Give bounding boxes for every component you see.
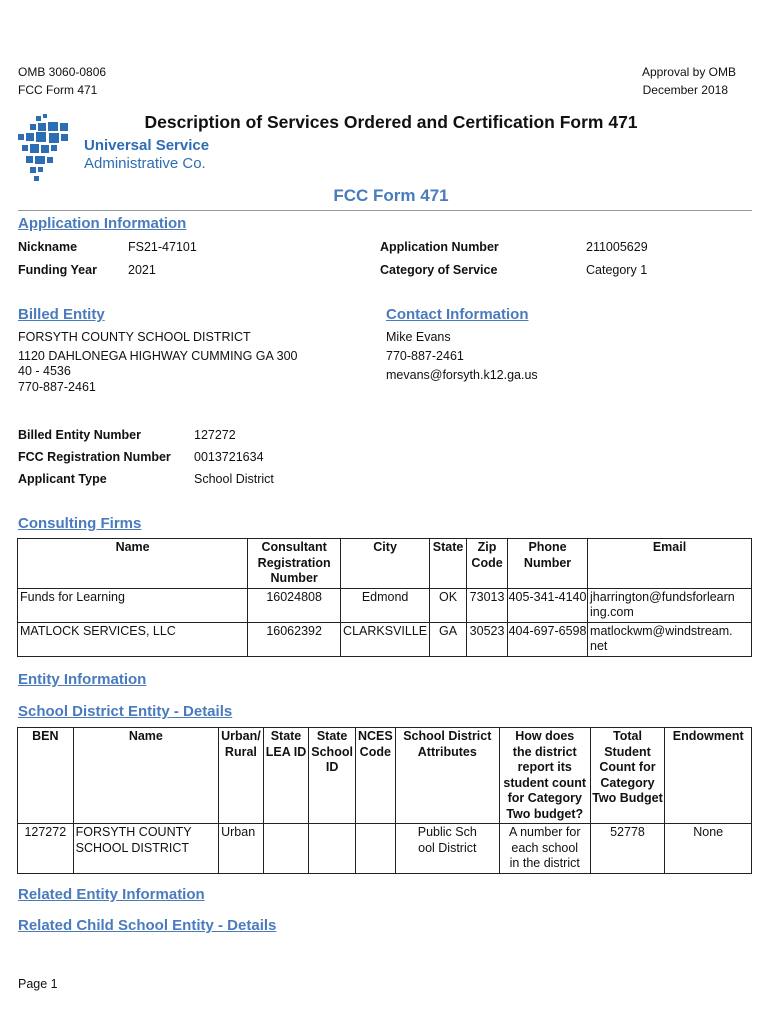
- entity-how-report: A number for each school in the district: [499, 824, 590, 874]
- col-how-report: How does the district report its student count for Category Two budget?: [499, 728, 590, 824]
- firm-zip: 73013: [467, 588, 508, 622]
- col-urban-rural: Urban/ Rural: [219, 728, 264, 824]
- application-number-label: Application Number: [380, 240, 499, 254]
- col-ben: BEN: [18, 728, 74, 824]
- nickname-label: Nickname: [18, 240, 78, 254]
- entity-name: FORSYTH COUNTY SCHOOL DISTRICT: [73, 824, 219, 874]
- col-name: Name: [18, 539, 248, 589]
- firm-email: matlockwm@windstream. net: [588, 622, 752, 656]
- fcc-registration-value: 0013721634: [194, 450, 264, 464]
- consulting-firms-heading: Consulting Firms: [18, 515, 142, 532]
- page-number: Page 1: [18, 977, 58, 991]
- firm-crn: 16062392: [248, 622, 341, 656]
- consulting-firms-header-row: [18, 539, 752, 589]
- col-attributes: School District Attributes: [395, 728, 499, 824]
- category-value: Category 1: [586, 263, 648, 277]
- col-total-student: Total Student Count for Category Two Budget: [590, 728, 665, 824]
- school-district-table: [17, 727, 752, 874]
- firm-crn: 16024808: [248, 588, 341, 622]
- category-label: Category of Service: [380, 263, 498, 277]
- contact-email: mevans@forsyth.k12.ga.us: [386, 368, 538, 382]
- firm-state: GA: [430, 622, 467, 656]
- form-heading: FCC Form 471: [333, 186, 449, 205]
- firm-phone: 404-697-6598: [508, 622, 588, 656]
- application-info-heading: Application Information: [18, 215, 187, 232]
- entity-attributes: Public Sch ool District: [395, 824, 499, 874]
- table-row: [18, 588, 752, 622]
- ben-label: Billed Entity Number: [18, 428, 141, 442]
- billed-entity-address-1: 1120 DAHLONEGA HIGHWAY CUMMING GA 300: [18, 349, 298, 363]
- entity-urban-rural: Urban: [219, 824, 264, 874]
- funding-year-label: Funding Year: [18, 263, 97, 277]
- applicant-type-value: School District: [194, 472, 274, 486]
- contact-info-heading: Contact Information: [386, 306, 529, 323]
- applicant-type-label: Applicant Type: [18, 472, 107, 486]
- form-number: FCC Form 471: [18, 83, 98, 97]
- billed-entity-phone: 770-887-2461: [18, 380, 96, 394]
- entity-ben: 127272: [18, 824, 74, 874]
- entity-total-student: 52778: [590, 824, 665, 874]
- col-city: City: [341, 539, 430, 589]
- col-phone: Phone Number: [508, 539, 588, 589]
- firm-zip: 30523: [467, 622, 508, 656]
- table-row: [18, 622, 752, 656]
- entity-state-lea: [263, 824, 309, 874]
- logo-text-line2: Administrative Co.: [84, 155, 206, 172]
- contact-name: Mike Evans: [386, 330, 451, 344]
- entity-endowment: None: [665, 824, 752, 874]
- school-district-heading: School District Entity - Details: [18, 703, 233, 720]
- consulting-firms-table: [17, 538, 752, 657]
- ben-value: 127272: [194, 428, 236, 442]
- firm-name: Funds for Learning: [18, 588, 248, 622]
- related-entity-heading: Related Entity Information: [18, 886, 205, 903]
- funding-year-value: 2021: [128, 263, 156, 277]
- entity-nces: [355, 824, 395, 874]
- col-nces: NCES Code: [355, 728, 395, 824]
- form-date: December 2018: [642, 83, 728, 97]
- col-email: Email: [588, 539, 752, 589]
- billed-entity-address-2: 40 - 4536: [18, 364, 71, 378]
- school-district-header-row: [18, 728, 752, 824]
- firm-city: CLARKSVILLE: [341, 622, 430, 656]
- col-entity-name: Name: [73, 728, 219, 824]
- nickname-value: FS21-47101: [128, 240, 197, 254]
- col-zip: Zip Code: [467, 539, 508, 589]
- entity-state-school-id: [309, 824, 356, 874]
- contact-phone: 770-887-2461: [386, 349, 464, 363]
- firm-phone: 405-341-4140: [508, 588, 588, 622]
- col-state: State: [430, 539, 467, 589]
- omb-number: OMB 3060-0806: [18, 65, 107, 79]
- logo-text-line1: Universal Service: [84, 137, 210, 154]
- page-title: Description of Services Ordered and Certification Form 471: [144, 112, 638, 132]
- application-number-value: 211005629: [586, 240, 648, 254]
- billed-entity-heading: Billed Entity: [18, 306, 105, 323]
- firm-email: jharrington@fundsforlearn ing.com: [588, 588, 752, 622]
- col-state-lea: State LEA ID: [263, 728, 309, 824]
- fcc-registration-label: FCC Registration Number: [18, 450, 171, 464]
- firm-state: OK: [430, 588, 467, 622]
- col-state-school-id: State School ID: [309, 728, 356, 824]
- col-consultant-reg: Consultant Registration Number: [248, 539, 341, 589]
- entity-info-heading: Entity Information: [18, 671, 147, 688]
- table-row: [18, 824, 752, 874]
- firm-city: Edmond: [341, 588, 430, 622]
- related-child-heading: Related Child School Entity - Details: [18, 917, 277, 934]
- billed-entity-name: FORSYTH COUNTY SCHOOL DISTRICT: [18, 330, 251, 344]
- heading-rule: [18, 210, 752, 211]
- omb-approval: Approval by OMB: [641, 65, 736, 79]
- col-endowment: Endowment: [665, 728, 752, 824]
- firm-name: MATLOCK SERVICES, LLC: [18, 622, 248, 656]
